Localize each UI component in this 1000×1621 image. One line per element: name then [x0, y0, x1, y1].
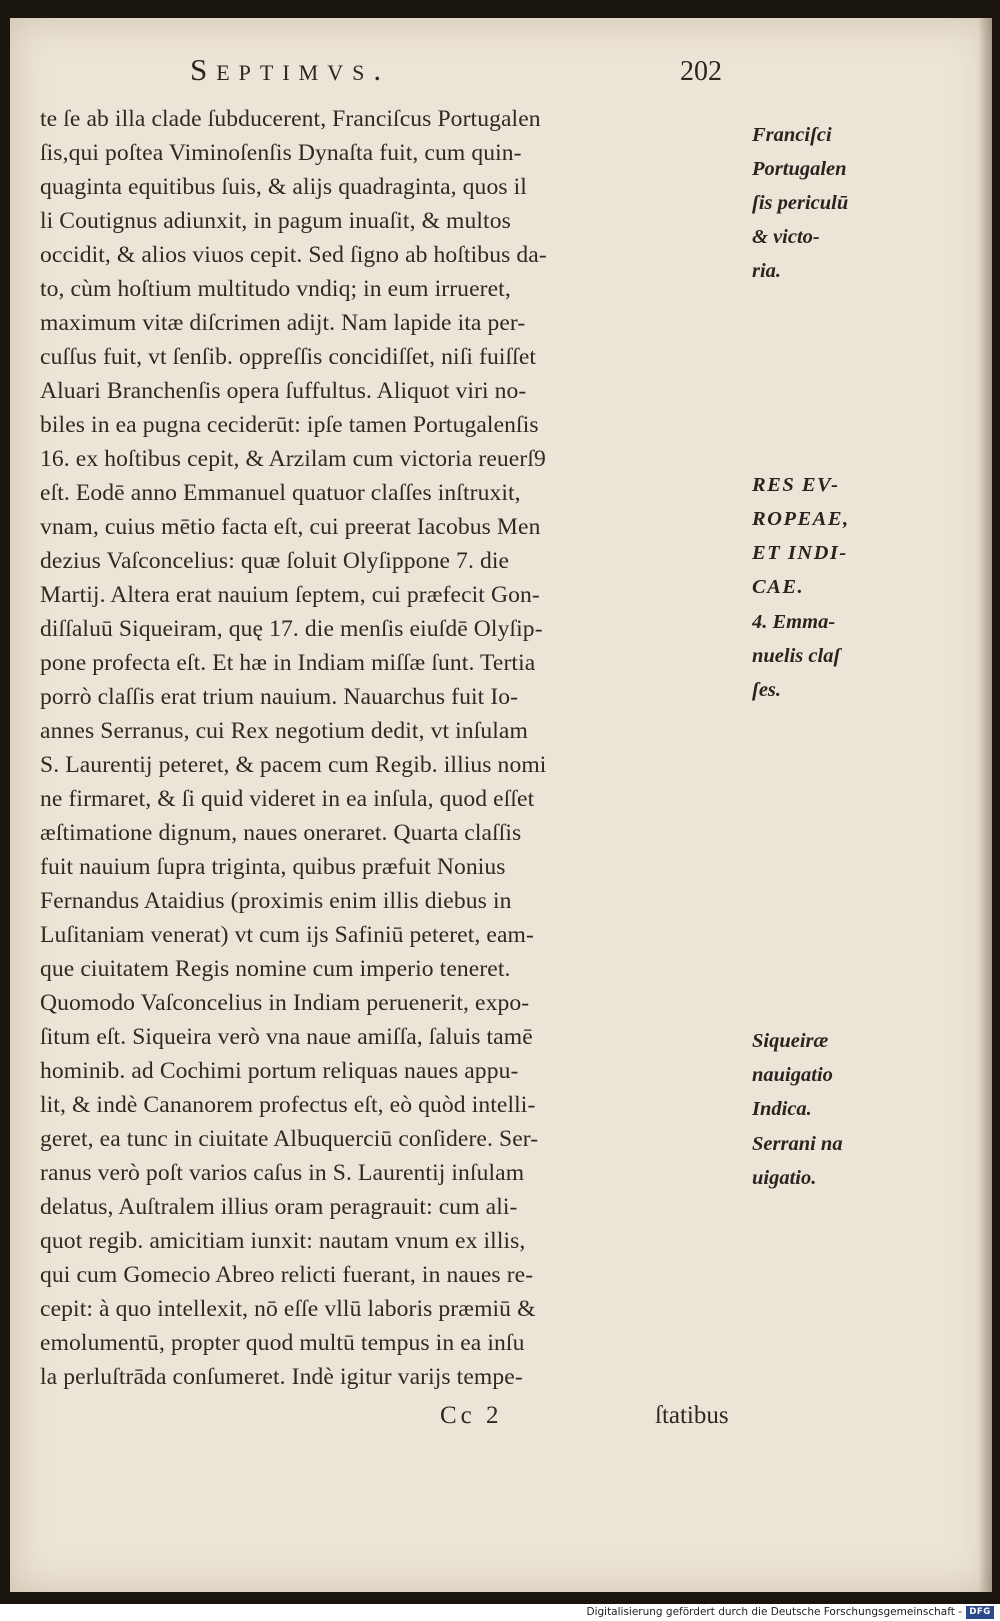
marginal-line: 4. Emma-	[752, 611, 836, 633]
text-line: eſt. Eodē anno Emmanuel quatuor claſſes inſtruxit,	[40, 480, 521, 506]
marginal-line: Franciſci	[752, 124, 832, 146]
text-line: biles in ea pugna ceciderūt: ipſe tamen Portugalenſis	[40, 412, 539, 438]
body-text	[40, 102, 745, 1394]
marginal-line: Siqueiræ	[752, 1030, 829, 1052]
text-line: ne firmaret, & ſi quid videret in ea inſula, quod eſſet	[40, 786, 535, 812]
marginal-line: & victo-	[752, 226, 820, 248]
text-line: te ſe ab illa clade ſubducerent, Franciſcus Portugalen	[40, 106, 541, 132]
marginal-note-franciscus	[752, 118, 942, 288]
text-line: porrò claſſis erat trium nauium. Nauarchus fuit Io-	[40, 684, 519, 710]
marginal-line: ET INDI-	[752, 542, 848, 564]
text-line: que ciuitatem Regis nomine cum imperio teneret.	[40, 956, 511, 982]
text-line: lit, & indè Cananorem profectus eſt, eò quòd intelli-	[40, 1092, 536, 1118]
text-line: diſſaluū Siqueiram, quę 17. die menſis eiuſdē Olyſip-	[40, 616, 543, 642]
text-line: la perluſtrāda conſumeret. Indè igitur varijs tempe-	[40, 1364, 523, 1390]
text-line: dezius Vaſconcelius: quæ ſoluit Olyſippone 7. die	[40, 548, 510, 574]
footer-credit: Digitalisierung gefördert durch die Deutsche Forschungsgemeinschaft -	[586, 1606, 962, 1618]
text-line: Luſitaniam venerat) vt cum ijs Safiniū peteret, eam-	[40, 922, 534, 948]
marginal-line: ria.	[752, 260, 782, 282]
running-head: Septimvs.	[190, 52, 391, 87]
text-line: 16. ex hoſtibus cepit, & Arzilam cum victoria reuerſ9	[40, 446, 546, 472]
marginal-line: nauigatio	[752, 1064, 833, 1086]
marginal-note-res-europeae	[752, 468, 942, 604]
marginal-line: ROPEAE,	[752, 508, 850, 530]
marginal-note-emmanuel-classes	[752, 605, 942, 707]
text-line: Martij. Altera erat nauium ſeptem, cui præfecit Gon-	[40, 582, 540, 608]
marginal-line: Indica.	[752, 1098, 812, 1120]
marginal-line: CAE.	[752, 576, 805, 598]
text-line: maximum vitæ diſcrimen adijt. Nam lapide ita per-	[40, 310, 526, 336]
text-line: pone profecta eſt. Et hæ in Indiam miſſæ ſunt. Tertia	[40, 650, 536, 676]
marginal-line: RES EV-	[752, 474, 840, 496]
text-line: delatus, Auſtralem illius oram peragrauit: cum ali-	[40, 1194, 518, 1220]
text-line: li Coutignus adiunxit, in pagum inuaſit, & multos	[40, 208, 511, 234]
text-line: to, cùm hoſtium multitudo vndiq; in eum irrueret,	[40, 276, 511, 302]
text-line: vnam, cuius mētio facta eſt, cui preerat Iacobus Men	[40, 514, 541, 540]
marginal-line: Portugalen	[752, 158, 847, 180]
marginal-line: Serrani na	[752, 1133, 843, 1155]
marginal-line: ſes.	[752, 679, 782, 701]
text-line: æſtimatione dignum, naues oneraret. Quarta claſſis	[40, 820, 522, 846]
page-edge-shadow	[978, 18, 992, 1592]
text-line: hominib. ad Cochimi portum reliquas naues appu-	[40, 1058, 519, 1084]
catchword: ſtatibus	[655, 1402, 729, 1429]
text-line: Quomodo Vaſconcelius in Indiam peruenerit, expo-	[40, 990, 530, 1016]
text-line: emolumentū, propter quod multū tempus in ea inſu	[40, 1330, 525, 1356]
text-line: ranus verò poſt varios caſus in S. Laurentij inſulam	[40, 1160, 525, 1186]
marginal-line: nuelis claſ	[752, 645, 841, 667]
text-line: cuſſus fuit, vt ſenſib. oppreſſis concidiſſet, niſi fuiſſet	[40, 344, 537, 370]
text-line: quot regib. amicitiam iunxit: nautam vnum ex illis,	[40, 1228, 526, 1254]
marginal-note-serranus	[752, 1127, 942, 1195]
text-line: Fernandus Ataidius (proximis enim illis diebus in	[40, 888, 512, 914]
marginal-line: uigatio.	[752, 1167, 817, 1189]
marginal-line: ſis periculū	[752, 192, 849, 214]
text-line: quaginta equitibus ſuis, & alijs quadraginta, quos il	[40, 174, 527, 200]
text-line: ſitum eſt. Siqueira verò vna naue amiſſa, ſaluis tamē	[40, 1024, 533, 1050]
text-line: occidit, & alios viuos cepit. Sed ſigno ab hoſtibus da-	[40, 242, 547, 268]
text-line: cepit: à quo intellexit, nō eſſe vllū laboris præmiū &	[40, 1296, 536, 1322]
text-line: S. Laurentij peteret, & pacem cum Regib. illius nomi	[40, 752, 547, 778]
text-line: fuit nauium ſupra triginta, quibus præfuit Nonius	[40, 854, 506, 880]
signature-mark: Cc 2	[440, 1402, 503, 1429]
text-line: ſis,qui poſtea Viminoſenſis Dynaſta fuit, cum quin-	[40, 140, 522, 166]
text-line: Aluari Branchenſis opera ſuffultus. Aliquot viri no-	[40, 378, 527, 404]
marginal-note-siqueira	[752, 1024, 942, 1126]
page-number: 202	[680, 56, 722, 87]
dfg-logo: DFG	[966, 1606, 994, 1619]
text-line: annes Serranus, cui Rex negotium dedit, vt inſulam	[40, 718, 528, 744]
text-line: geret, ea tunc in ciuitate Albuquerciū conſidere. Ser-	[40, 1126, 539, 1152]
text-line: qui cum Gomecio Abreo relicti fuerant, in naues re-	[40, 1262, 534, 1288]
